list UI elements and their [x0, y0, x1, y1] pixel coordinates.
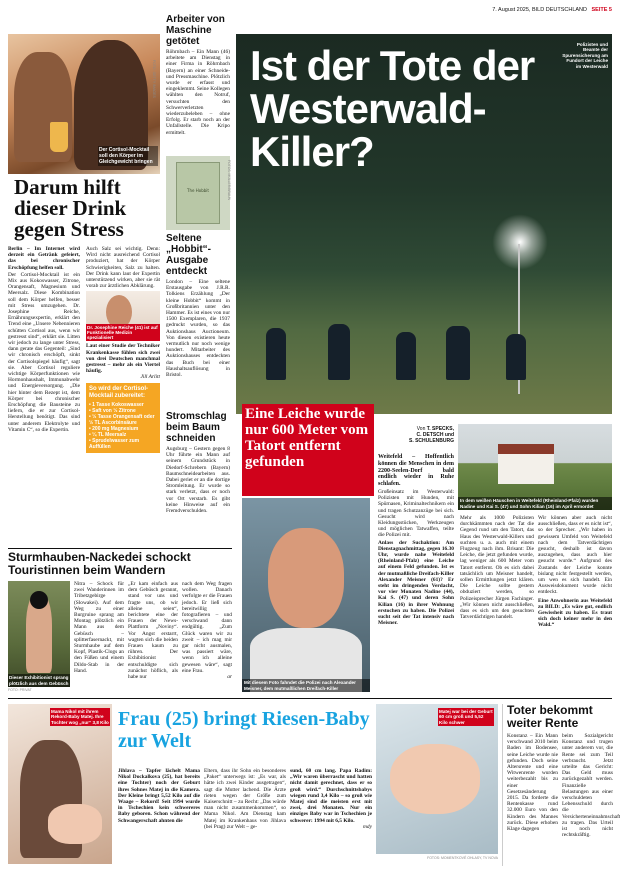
arbeiter-article	[166, 14, 230, 154]
baby-photo-2	[376, 704, 498, 854]
baby-col2	[204, 768, 286, 866]
meisner-portrait	[242, 498, 370, 692]
recipe-item: • ½ Tasse Orangensaft oder ½ TL Ascorbinsäure	[89, 413, 155, 426]
baby-photo-2-caption: Matej war bei der Geburt 60 cm groß und 5,52 Kilo schwer	[439, 709, 493, 725]
byline-author-3: S. SCHULENBURG	[408, 438, 454, 444]
nackedei-rule	[8, 548, 232, 549]
westerwald-body-1b: Anlass der Suchaktion: Am Dienstagnachmittag, gegen 16.30 Uhr, wurde nahe Weitefeld (Rheinland-Pfalz) eine Leiche auf einem Feld gefunden. Ist es der mutmaßliche Dreifach-Killer Alexander Meisner (61)? Er steht im dringenden Verdacht, vor vier Monaten Nadine (44), Kai S. (47) und deren Sohn Kilian (16) in ihrer Wohnung erstochen zu haben. Die Polizei sucht seit der Tat intensiv nach Meisner.	[378, 539, 454, 627]
page-number: SEITE 5	[591, 7, 612, 13]
westerwald-body-2: Mehr als 1000 Polizisten durchkämmten nach der Tat die Gegend rund um den Tatort, das Haus des Westerwald-Killers und suchten u. a. auch mit einem Flugzeug nach ihm. Brisant: Die Leiche, die jetzt gefunden wurde, lag weniger als 600 Meter vom Tatort entfernt. Ob es sich dabei tatsächlich um Meisner handelt, sollen Ermittlungen jetzt klären. Die Leiche sollte gestern obduziert werden, so Polizeisprecher Jürgen Fachinger. „Wir können nicht ausschließen, dass es sich um den gesuchten Tatverdächtigen handelt.	[460, 515, 534, 621]
recipe-box	[86, 383, 160, 453]
book-label: The Hobbit	[187, 188, 209, 193]
recipe-item: • 1 Tasse Kokoswasser	[89, 401, 144, 408]
drink-text-col1	[8, 246, 80, 546]
drink-quote: Laut einer Studie der Techniker Krankenkasse fühlen sich zwei von drei Deutschen manchmal gestresst – mehr als ein Viertel häufig.	[86, 343, 160, 375]
baby-headline: Frau (25) bringt Riesen-Baby zur Welt	[118, 708, 370, 752]
bottom-rule	[8, 698, 612, 699]
recipe-list	[89, 402, 157, 450]
baby-photo-1	[8, 704, 112, 864]
westerwald-photo	[236, 34, 612, 414]
stromschlag-body: Augsburg – Gestern gegen 8 Uhr führte ein Mann auf seinem Grundstück in Diedorf-Schrebern (Bayern) Baumschneidearbeiten aus. Dabei geriet er an die dortige Stromleitung. Er wurde so stark verletzt, dass er noch vor Ort verstarb. Es gibt keine Hinweise auf ein Fremdverschulden.	[166, 446, 230, 515]
page-header	[440, 5, 612, 15]
drink-photo	[8, 34, 160, 174]
baby-text-1: Jihlava – Tapfer lächelt Mama Nikol Dockalkova (25), hat bereits eine Tochter) noch der Geburt ihres Sohnes Matej in die Kamera. Der Kleine bringt 5,52 Kilo auf die Waage – Rekord! Seit 1994 wurde in Tschechien kein schwereres Baby geboren. Schon während der Schwangerschaft ahnten die	[118, 768, 200, 824]
nackedei-author: ar	[227, 674, 232, 681]
recipe-box-title: So wird der Cortisol-Mocktail zubereitet:	[89, 385, 149, 399]
drink-text-col2	[86, 246, 160, 546]
portrait-caption: Mit diesem Foto fahndet die Polizei nach Alexander Meisner, dem mutmaßlichen Dreifach-Killer	[242, 679, 370, 692]
baby-author: mdy	[363, 823, 372, 830]
date-edition: 7. August 2025, BILD DEUTSCHLAND	[492, 7, 587, 13]
recipe-item: • ¼ TL Meersalz	[89, 431, 127, 438]
drink-author: Jill Arlitt	[140, 374, 160, 381]
nackedei-headline: Sturmhauben-Nackedei schockt Touristinnen beim Wandern	[8, 550, 191, 577]
house-caption: In dem weißen Häuschen in Weitefeld (Rheinland-Pfalz) wurden Nadine und Kai S. (47) und Sohn Kilian (16) im April ermordet	[458, 497, 612, 510]
house-shape	[498, 444, 554, 484]
nackedei-caption: Dieser Exhibitionist sprang plötzlich aus dem Gebüsch	[9, 675, 69, 686]
toter-text-1: Konstanz – Ein Mann verschwand 2010 beim Baden im Bodensee, seine Leiche wurde nie gefunden. Doch seine Altersrente und eine Witwenrente wurden weiterbezahlt bis zu einer Gesetzesänderung 2015. Da forderte die Rentenkasse rund 32.000 Euro von den Kindern des Mannes zurück. Diese erhoben Klage dagegen	[507, 733, 558, 833]
officers	[266, 324, 566, 384]
drink-glass	[50, 122, 68, 152]
westerwald-photo-caption: Polizisten und Beamte der Spurensicherung am Fundort der Leiche im Westerwald	[562, 42, 608, 69]
expert-photo	[86, 291, 160, 341]
nackedei-col3	[182, 581, 232, 694]
westerwald-subhead: Eine Leiche wurde nur 600 Meter vom Tatort entfernt gefunden	[242, 404, 374, 496]
recipe-item: • Sprudelwasser zum Auffüllen	[89, 437, 140, 450]
byline-author-1: T. SPECKS,	[426, 426, 454, 432]
arbeiter-credit: FOTOS: MÜLLER/BRAUN	[227, 160, 231, 201]
hobbit-body: London – Eine seltene Erstausgabe von J.R.R. Tolkiens Erzählung „Der kleine Hobbit“ kommt in Großbritannien unter den Hammer. Es ist eines von nur 1500 Exemplaren, die 1937 gedruckt wurden, so das Auktionshaus Auctioneum. Von diesen existieren heute vermutlich nur noch wenige hundert. Mitarbeiter des Auktionshauses entdeckten das Buch bei einer Haushaltsauflösung in Bristol.	[166, 279, 230, 379]
drink-photo-caption: Der Cortisol-Mocktail soll den Körper im Gleichgewicht bringen	[98, 146, 158, 166]
baby-text-2: Eltern, dass ihr Sohn ein besonderes „Paket“ unterwegs ist: „Es war, als hätte ich zwei Kinder ausgetragen“, sagt die Mutter lachend. Die Ärzte rieten wegen der Größe zum Kaiserschnitt – zu Recht: „Das würde man nicht zusammenkommen“, so Mama Nikol. Am Dienstag kam Matej im Krankenhaus von Jihlava (bei Prag) zur Welt – ge-	[204, 768, 286, 830]
baby-figure-2	[390, 744, 480, 814]
baby-text-3: sund, 60 cm lang. Papa Radim: „Wir waren überrascht und hatten nicht damit gerechnet, dass er so groß wird.“ Durchschnittsbabys wiegen rund 3,4 Kilo – so groß wie Matej sind die meisten erst mit zwei, drei Monaten. Nur ein einziges Baby war in Tschechien je schwerer: 1994 mit 6,5 Kilo.	[290, 768, 372, 824]
recipe-item: • Saft von ½ Zitrone	[89, 407, 136, 414]
byline-pre: Von	[416, 426, 426, 432]
nackedei-text-3: nach dem Weg fragen wollen. Danach verfolgte er die Frauen jedoch. Er ließ sich bereitwillig fotografieren – und verschwand dann endgültig. „Zum Glück waren wir zu zweit – ich mag mir gar nicht ausmalen, was passiert wäre, wenn ich alleine gewesen wäre“, sagt eine Frau.	[182, 581, 232, 674]
nackedei-col1	[74, 581, 124, 694]
hobbit-headline: Seltene „Hobbit“-Ausgabe entdeckt	[166, 233, 211, 277]
westerwald-byline	[378, 426, 454, 452]
drink-body-2: Auch Salz sei wichtig. Denn: Wird nicht ausreichend Cortisol produziert, hat der Körper Schwierigkeiten, Salz zu halten. Der Drink kann laut der Expertin unterstützend wirken, aber sie rät vorab zur ärztlichen Abklärung.	[86, 246, 160, 290]
balaclava	[30, 591, 48, 609]
stromschlag-article	[166, 411, 230, 546]
westerwald-text-col2	[460, 515, 534, 692]
hobbit-article	[166, 233, 230, 408]
nackedei-text-1: Nitra – Schock für zwei Wanderinnen im Tribetzgebirge (Slowakei). Auf dem Weg zu einer Burgruine sprang am Montag plötzlich ein Mann aus dem Gebüsch – splitterfasernackt, mit Sturmhaube auf dem Kopf, Plastik-Clogs an den Füßen und einem Dildo-Stab in der Hand.	[74, 581, 124, 674]
toter-headline: Toter bekommt weiter Rente	[507, 703, 593, 730]
stromschlag-headline: Stromschlag beim Baum schneiden	[166, 411, 227, 444]
nackedei-text-2: „Er kam einfach aus dem Gebüsch gerannt, stand vor uns und fragte uns, ob wir alleine seien“, berichtete eine der Frauen der News-Plattform „Noviny“. Vor Angst erstarrt, wagten sich die beiden Frauen kaum zu rühren. Der Exhibitionist entschuldigte sich zunächst höflich, als habe nur	[128, 581, 178, 681]
drink-headline: Darum hilft dieser Drink gegen Stress	[14, 175, 127, 241]
drink-body: Der Cortisol-Mocktail ist ein Mix aus Kokoswasser, Zitrone, Orangensaft, Magnesium und Meersalz. Diese Kombination soll dem Körper helfen, besser mit Stress umzugehen. Dr. Josephine Reiche, Ernährungsexpertin, erklärt den Trend eine „Unsere Nebennieren schütten Cortisol aus, wenn wir gestresst sind“, erklärt sie. Litten wir jedoch zu lange unter Stress, dann gerate das Gegenteil: „Sind wir chronisch erschöpft, sinkt der Cortisolspiegel häufig“, sagt sie. Aber Cortisol reguliere wichtige Körperfunktionen wie Hormonhaushalt, Immunabwehr und Energieversorgung. „Die hier hinter dem Rezept ist, dem Körper bei chronischer Erschöpfung die Bausteine zu liefern, die er zur Cortisol-Herstellung benötigt. Das sind unter anderem Elektrolyte und Vitamin C“, so die Expertin.	[8, 271, 80, 433]
westerwald-lead: Weitefeld – Hoffentlich können die Menschen in dem 2200-Seelen-Dorf bald endlich wieder in Ruhe schlafen.	[378, 454, 454, 488]
toter-text-2: beim Sozialgericht Konstanz und trugen unter anderem vor, die Rente sei zum Teil verbraucht. Jetzt urteilte das Gericht: Das Geld muss zurückgezahlt werden. Finanzielle Belastungen aus einer verschuldeten Lebensschuld durch die Versicherteneinnahmschaft zu tragen. Das Urteil ist noch nicht rechtskräftig.	[562, 733, 620, 839]
westerwald-body-1: Großeinsatz im Westerwald: Polizisten mit Hunden, mit Spürnasen, Kriminaltechnikern ein und tragen Schutzanzüge bei sich. Gesucht wird nach Kleidungsstücken, Werkzeugen und möglichen Tatwaffen, teilte die Polizei mit.	[378, 488, 454, 539]
baby-figure-1	[48, 804, 102, 844]
toter-article	[502, 703, 620, 866]
hobbit-book-photo	[166, 156, 230, 230]
nackedei-photo	[8, 581, 70, 687]
drink-photo-credit: FOTO: GETTY IMAGES	[152, 60, 156, 98]
arbeiter-headline: Arbeiter von Maschine getötet	[166, 14, 225, 47]
baby-col1	[118, 768, 200, 866]
westerwald-headline: Ist der Tote der Westerwald-Killer?	[250, 42, 535, 175]
nackedei-credit: FOTO: PRIVAT	[8, 688, 32, 692]
drink-article	[8, 246, 160, 546]
westerwald-quote: Eine Anwohnerin aus Weitefeld zu BILD: „Es wäre gut, endlich Gewissheit zu haben. Es traut sich doch keiner mehr in den Wald.“	[538, 597, 612, 629]
expert-caption: Dr. Josephine Reiche (41) ist auf Funktionelle Medizin spezialisiert	[86, 324, 160, 342]
byline-author-2: C. DETSCH und	[416, 432, 454, 438]
drink-lead: Berlin – Im Internet wird derzeit ein Getränk gefeiert, das bei chronischer Erschöpfung helfen soll.	[8, 246, 80, 271]
portrait-face	[268, 528, 344, 628]
arbeiter-body: Röhrnbach – Ein Mann (46) arbeitete am Dienstag in einer Firma in Röhrnbach (Bayern) an einer Schneide- und Pressmaschine. Plötzlich wurde er erfasst und eingeklemmt. Seine Kollegen wählten den Notruf, versuchten den Schwerverletzten wiederzubeleben – ohne Erfolg. Er starb noch an der Unfallstelle. Die Kripo ermittelt.	[166, 49, 230, 136]
house-photo	[458, 424, 612, 510]
baby-col3	[290, 768, 372, 866]
westerwald-text-col1	[378, 454, 454, 692]
baby-credit: FOTOS: MOMENTKOVÉ OHLASY, TV NOVA	[427, 856, 498, 860]
recipe-item: • 200 mg Magnesium	[89, 425, 139, 432]
baby-photo-1-caption: Mama Nikol mit ihrem Rekord-Baby Matej. Ihre Tochter wog „nur“ 3,8 Kilo	[51, 709, 109, 725]
book-cover	[176, 162, 220, 224]
westerwald-body-3: Wir können aber auch nicht ausschließen, dass er es nicht ist“, so der Sprecher. „Wir haben in gewissem Umfeld von Weitefeld nach dem Tatverdächtigen gesucht, deshalb ist davon auszugehen, dass auch hier gesucht wurde.“ Aufgrund des Zustands der Leiche konnte bislang nicht festgestellt werden, um wen es sich handelt. Ein Ausweisdokument wurde nicht entdeckt.	[538, 515, 612, 596]
nackedei-col2	[128, 581, 178, 694]
westerwald-text-col3	[538, 515, 612, 692]
